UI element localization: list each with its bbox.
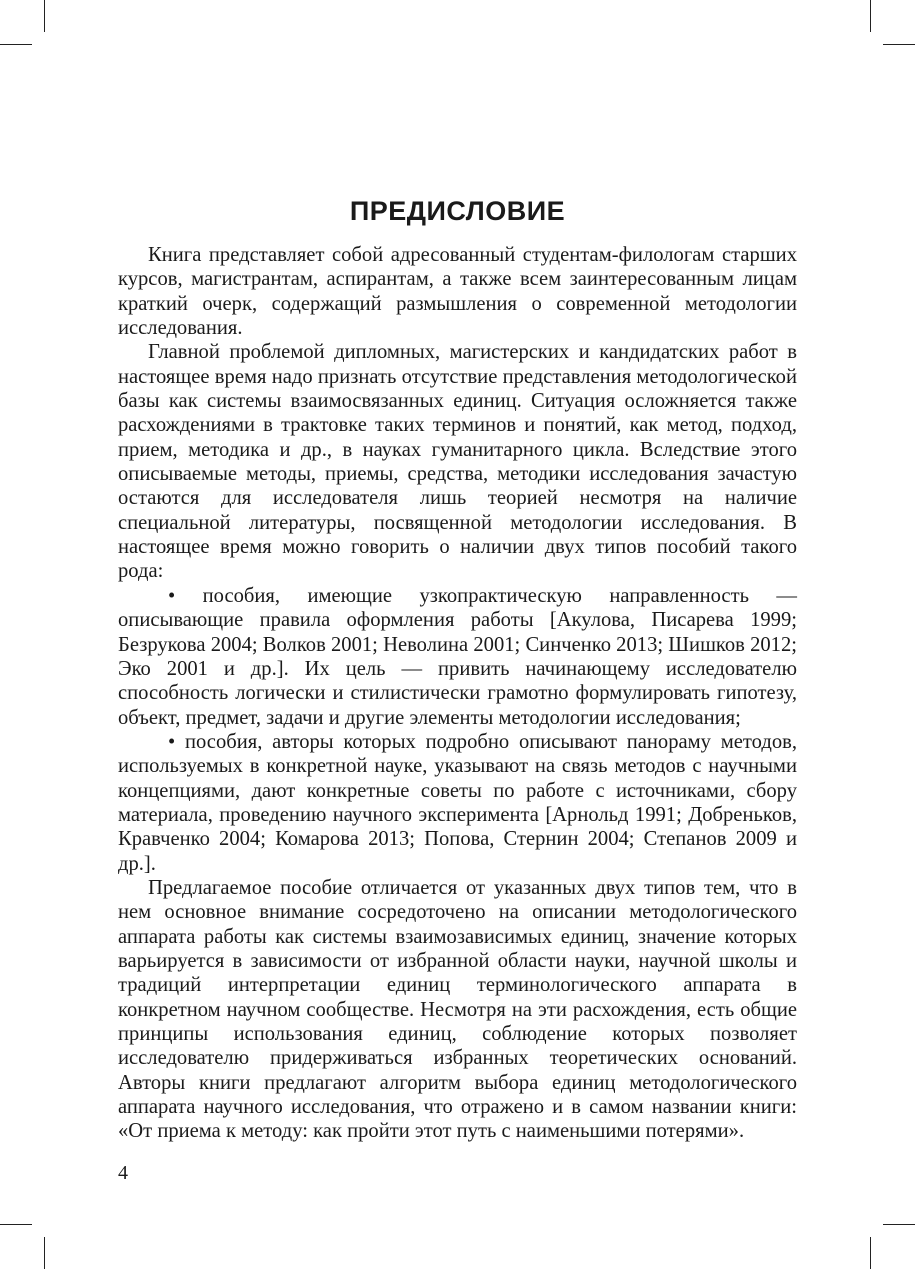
crop-mark-top-right-horizontal bbox=[883, 44, 915, 45]
paragraph-proposed: Предлагаемое пособие отличается от указанных двух типов тем, что в нем основное внимание сосредоточено на описании методологического аппарата работы как системы взаимозависимых единиц, значение которых варьируется в зависимости от избранной области науки, научной школы и традиций интерпретации единиц терминологического аппарата в конкретном научном сообществе. Несмотря на эти расхождения, есть общие принципы использования единиц, соблюдение которых позволяет исследователю придерживаться избранных теоретических оснований. Авторы книги предлагают алгоритм выбора единиц методологического аппарата научного исследования, что отражено и в самом названии книги: «От приема к методу: как пройти этот путь с наименьшими потерями». bbox=[118, 876, 797, 1143]
body-text bbox=[118, 243, 797, 1144]
page-title: ПРЕДИСЛОВИЕ bbox=[349, 196, 566, 226]
bullet-item-practical: • пособия, имеющие узкопрактическую направленность — описывающие правила оформления работы [Акулова, Писарева 1999; Безрукова 2004; Волков 2001; Неволина 2001; Синченко 2013; Шишков 2012; Эко 2001 и др.]. Их цель — привить начинающему исследователю способность логически и стилистически грамотно формулировать гипотезу, объект, предмет, задачи и другие элементы методологии исследования; bbox=[118, 584, 797, 729]
paragraph-problem: Главной проблемой дипломных, магистерских и кандидатских работ в настоящее время надо признать отсутствие представления методологической базы как системы взаимосвязанных единиц. Ситуация осложняется также расхождениями в трактовке таких терминов и понятий, как метод, подход, прием, методика и др., в науках гуманитарного цикла. Вследствие этого описываемые методы, приемы, средства, методики исследования зачастую остаются для исследователя лишь теорией несмотря на наличие специальной литературы, посвященной методологии исследования. В настоящее время можно говорить о наличии двух типов пособий такого рода: bbox=[118, 341, 797, 583]
crop-mark-top-right-vertical bbox=[870, 0, 871, 32]
page-number: 4 bbox=[118, 1162, 128, 1184]
crop-mark-top-left-vertical bbox=[44, 0, 45, 32]
crop-mark-bottom-left-vertical bbox=[44, 1237, 45, 1269]
crop-mark-bottom-right-vertical bbox=[870, 1237, 871, 1269]
bullet-item-panorama: • пособия, авторы которых подробно описывают панораму методов, используемых в конкретной науке, указывают на связь методов с научными концепциями, дают конкретные советы по работе с источниками, сбору материала, проведению научного эксперимента [Арнольд 1991; Добреньков, Кравченко 2004; Комарова 2013; Попова, Стернин 2004; Степанов 2009 и др.]. bbox=[118, 730, 797, 875]
crop-mark-top-left-horizontal bbox=[0, 44, 32, 45]
crop-mark-bottom-left-horizontal bbox=[0, 1224, 32, 1225]
paragraph-intro: Книга представляет собой адресованный студентам-филологам старших курсов, магистрантам, аспирантам, а также всем заинтересованным лицам краткий очерк, содержащий размышления о современной методологии исследования. bbox=[118, 244, 797, 340]
crop-mark-bottom-right-horizontal bbox=[883, 1224, 915, 1225]
